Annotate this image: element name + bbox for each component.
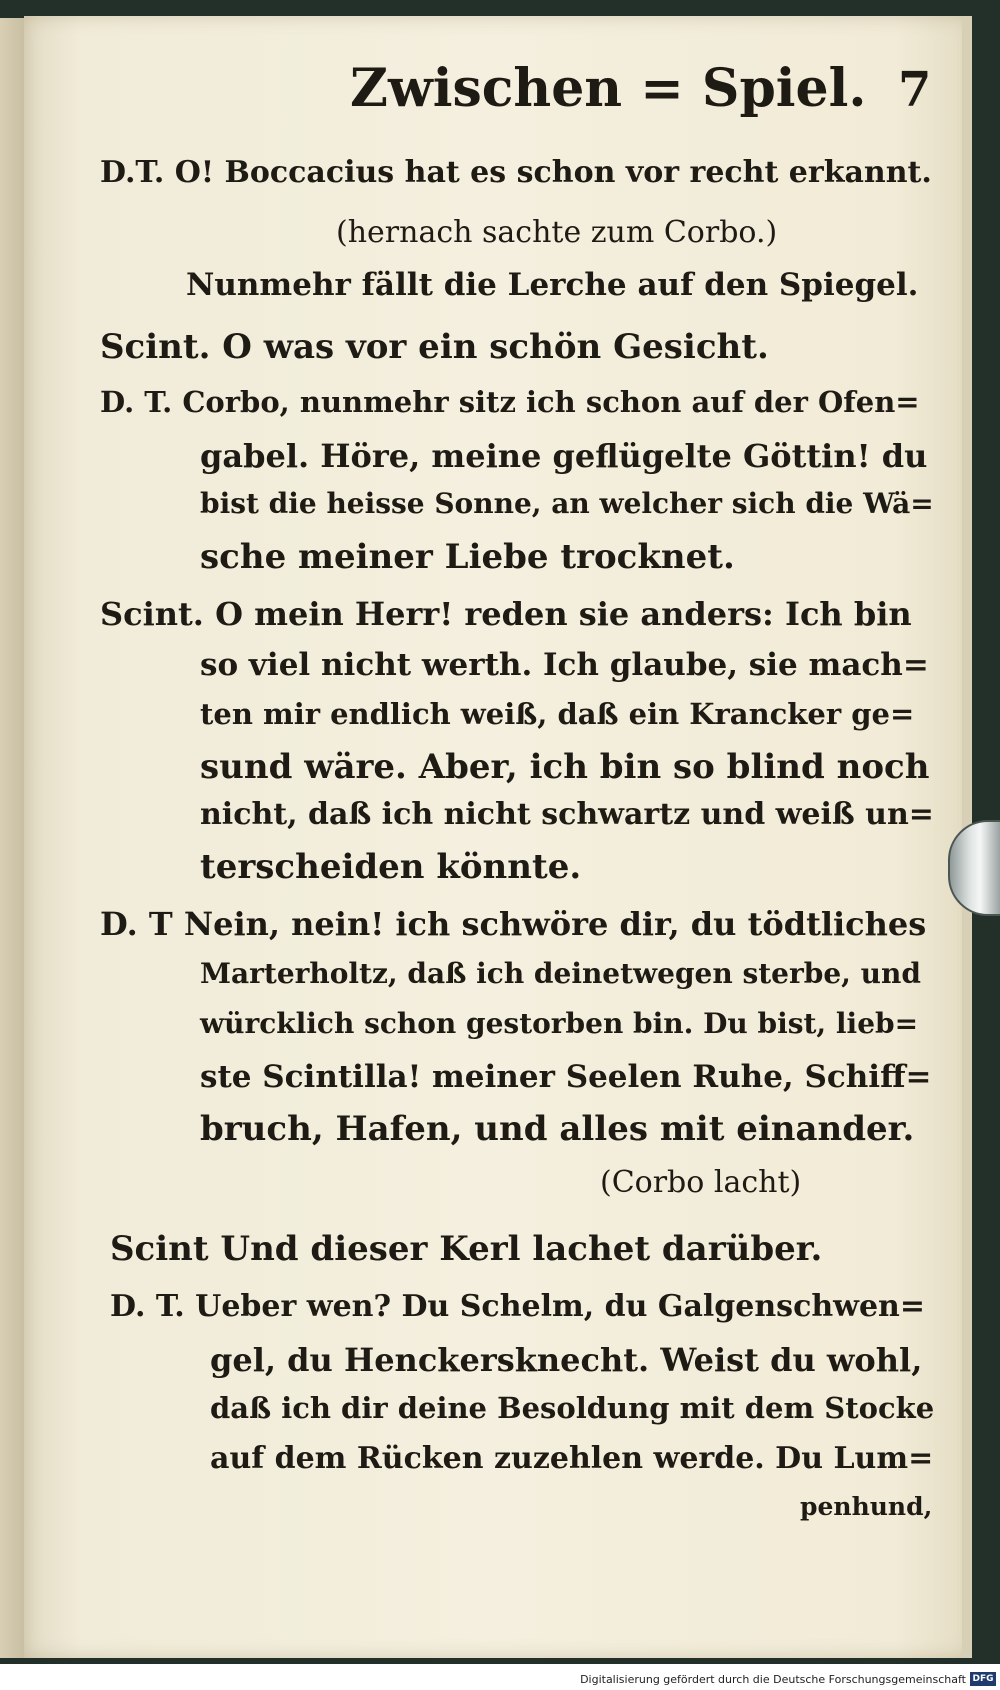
stage-direction: (Corbo lacht) xyxy=(600,1165,802,1200)
text-line: D. T Nein, nein! ich schwöre dir, du tödtliches xyxy=(100,905,927,943)
funding-credit: Digitalisierung gefördert durch die Deutsche Forschungsgemeinschaft xyxy=(580,1673,966,1686)
stage-direction: (hernach sachte zum Corbo.) xyxy=(336,215,778,250)
text-line: Nunmehr fällt die Lerche auf den Spiegel. xyxy=(186,267,919,303)
text-line: sund wäre. Aber, ich bin so blind noch xyxy=(200,747,930,787)
digitization-footer xyxy=(0,1664,1000,1690)
text-line: würcklich schon gestorben bin. Du bist, lieb= xyxy=(200,1007,919,1040)
text-line: gabel. Höre, meine geflügelte Göttin! du xyxy=(200,437,928,475)
catchword: penhund, xyxy=(800,1492,933,1521)
text-line: bist die heisse Sonne, an welcher sich die Wä= xyxy=(200,487,934,520)
text-line: Scint. O was vor ein schön Gesicht. xyxy=(100,327,769,367)
text-line: Scint. O mein Herr! reden sie anders: Ich bin xyxy=(100,595,912,633)
text-line: nicht, daß ich nicht schwartz und weiß un= xyxy=(200,797,934,832)
text-line: auf dem Rücken zuzehlen werde. Du Lum= xyxy=(210,1441,934,1476)
text-line: gel, du Henckersknecht. Weist du wohl, xyxy=(210,1341,923,1379)
text-line: Marterholtz, daß ich deinetwegen sterbe, und xyxy=(200,957,921,990)
text-line: D.T. O! Boccacius hat es schon vor recht erkannt. xyxy=(100,155,932,190)
text-line: Scint Und dieser Kerl lachet darüber. xyxy=(110,1229,823,1269)
text-line: ste Scintilla! meiner Seelen Ruhe, Schiff= xyxy=(200,1059,932,1095)
page-number: 7 xyxy=(898,62,932,118)
text-line: terscheiden könnte. xyxy=(200,847,582,887)
text-line: bruch, Hafen, und alles mit einander. xyxy=(200,1109,915,1149)
text-line: ten mir endlich weiß, daß ein Krancker ge= xyxy=(200,697,915,731)
text-line: D. T. Ueber wen? Du Schelm, du Galgenschwen= xyxy=(110,1289,926,1324)
text-line: D. T. Corbo, nunmehr sitz ich schon auf der Ofen= xyxy=(100,385,920,419)
text-line: sche meiner Liebe trocknet. xyxy=(200,537,735,577)
text-line: so viel nicht werth. Ich glaube, sie mach= xyxy=(200,647,929,683)
running-head: Zwischen = Spiel. xyxy=(350,58,867,119)
text-line: daß ich dir deine Besoldung mit dem Stocke xyxy=(210,1391,935,1425)
dfg-logo: DFG xyxy=(970,1672,996,1686)
